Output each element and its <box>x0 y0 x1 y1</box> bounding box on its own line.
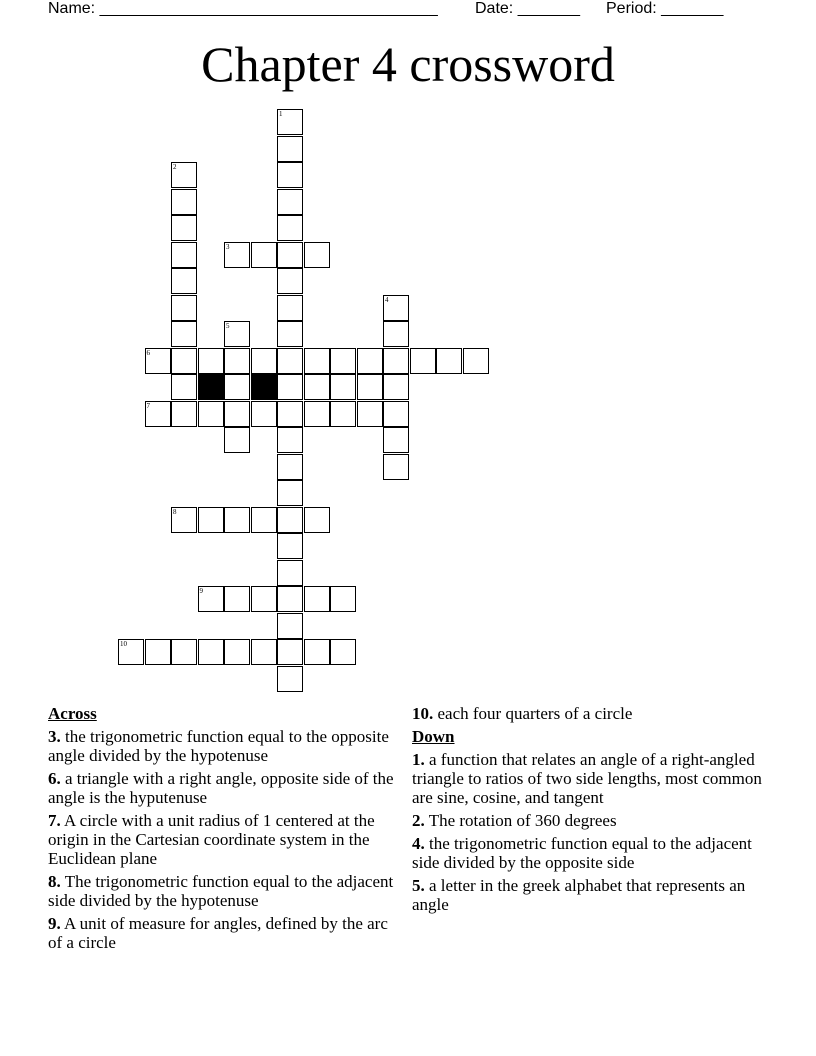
clue-number-label: 3 <box>226 242 230 251</box>
crossword-cell[interactable] <box>357 401 383 427</box>
crossword-cell[interactable] <box>171 321 197 347</box>
crossword-cell[interactable] <box>304 348 330 374</box>
crossword-cell[interactable] <box>330 401 356 427</box>
clue-number-label: 4 <box>385 295 389 304</box>
crossword-cell[interactable] <box>251 242 277 268</box>
clue-number-label: 8 <box>173 507 177 516</box>
crossword-cell[interactable] <box>171 242 197 268</box>
down-heading: Down <box>412 727 455 746</box>
crossword-cell[interactable] <box>277 480 303 506</box>
crossword-cell[interactable] <box>330 348 356 374</box>
crossword-cell[interactable] <box>410 348 436 374</box>
crossword-cell[interactable] <box>171 295 197 321</box>
crossword-cell[interactable] <box>171 374 197 400</box>
crossword-cell[interactable] <box>304 401 330 427</box>
crossword-cell[interactable] <box>224 374 250 400</box>
crossword-cell[interactable] <box>171 401 197 427</box>
crossword-cell <box>251 374 277 400</box>
across-clue-6: 6. a triangle with a right angle, opposite side of the angle is the hyputenuse <box>48 769 394 807</box>
crossword-cell[interactable] <box>277 454 303 480</box>
across-clue-10: 10. each four quarters of a circle <box>412 704 633 723</box>
down-clues-column <box>412 704 762 918</box>
crossword-cell[interactable] <box>277 321 303 347</box>
crossword-cell[interactable] <box>277 560 303 586</box>
crossword-cell[interactable] <box>277 613 303 639</box>
crossword-cell[interactable] <box>383 427 409 453</box>
crossword-cell[interactable] <box>145 639 171 665</box>
crossword-cell[interactable] <box>224 401 250 427</box>
crossword-cell[interactable] <box>198 401 224 427</box>
crossword-cell[interactable] <box>224 507 250 533</box>
crossword-cell[interactable] <box>463 348 489 374</box>
clue-number-label: 1 <box>279 110 283 118</box>
crossword-cell[interactable] <box>224 639 250 665</box>
across-clue-7: 7. A circle with a unit radius of 1 centered at the origin in the Cartesian coordinate system in the Euclidean plane <box>48 811 375 868</box>
crossword-cell[interactable] <box>224 586 250 612</box>
crossword-cell[interactable] <box>304 586 330 612</box>
crossword-cell[interactable] <box>330 374 356 400</box>
crossword-cell[interactable] <box>224 348 250 374</box>
crossword-cell[interactable] <box>383 348 409 374</box>
crossword-cell[interactable] <box>171 189 197 215</box>
page-title: Chapter 4 crossword <box>201 36 615 92</box>
crossword-cell[interactable] <box>277 586 303 612</box>
clue-number-label: 9 <box>199 587 203 595</box>
crossword-cell[interactable] <box>383 401 409 427</box>
down-clue-1: 1. a function that relates an angle of a right-angled triangle to ratios of two side lengths, most common are sine, cosine, and tangent <box>412 750 762 807</box>
crossword-cell[interactable] <box>277 348 303 374</box>
crossword-cell[interactable] <box>277 401 303 427</box>
crossword-cell[interactable] <box>251 507 277 533</box>
crossword-cell[interactable] <box>171 268 197 294</box>
crossword-cell[interactable] <box>277 666 303 692</box>
crossword-cell[interactable] <box>198 507 224 533</box>
crossword-cell[interactable] <box>198 348 224 374</box>
crossword-cell[interactable] <box>277 215 303 241</box>
crossword-cell[interactable] <box>277 295 303 321</box>
crossword-cell[interactable] <box>383 321 409 347</box>
crossword-cell[interactable] <box>357 374 383 400</box>
across-clue-8: 8. The trigonometric function equal to the adjacent side divided by the hypotenuse <box>48 872 394 910</box>
across-clue-3: 3. the trigonometric function equal to the opposite angle divided by the hypotenuse <box>48 727 389 765</box>
clue-number-label: 2 <box>173 163 177 171</box>
crossword-cell[interactable] <box>277 533 303 559</box>
crossword-cell[interactable] <box>277 374 303 400</box>
crossword-cell[interactable] <box>251 586 277 612</box>
crossword-cell[interactable] <box>277 268 303 294</box>
crossword-cell[interactable] <box>304 639 330 665</box>
crossword-cell[interactable] <box>277 639 303 665</box>
crossword-cell[interactable] <box>171 348 197 374</box>
clue-number-label: 10 <box>120 640 127 648</box>
crossword-cell[interactable] <box>171 215 197 241</box>
down-clue-2: 2. The rotation of 360 degrees <box>412 811 617 830</box>
crossword-cell[interactable] <box>277 136 303 162</box>
crossword-cell[interactable] <box>436 348 462 374</box>
crossword-cell[interactable] <box>304 242 330 268</box>
crossword-cell[interactable] <box>251 639 277 665</box>
crossword-cell[interactable] <box>251 348 277 374</box>
crossword-cell[interactable] <box>277 162 303 188</box>
crossword-cell[interactable] <box>357 348 383 374</box>
across-clue-9: 9. A unit of measure for angles, defined by the arc of a circle <box>48 914 388 952</box>
crossword-cell[interactable] <box>304 507 330 533</box>
clue-number-label: 7 <box>146 401 150 410</box>
date-field[interactable]: Date: _______ <box>475 0 580 17</box>
across-heading: Across <box>48 704 97 723</box>
crossword-cell[interactable] <box>330 586 356 612</box>
crossword-cell[interactable] <box>171 639 197 665</box>
clue-number-label: 6 <box>146 348 150 357</box>
crossword-cell <box>198 374 224 400</box>
across-clues-column <box>48 704 398 956</box>
clue-number-label: 5 <box>226 322 230 330</box>
crossword-cell[interactable] <box>251 401 277 427</box>
down-clue-5: 5. a letter in the greek alphabet that represents an angle <box>412 876 746 914</box>
crossword-cell[interactable] <box>198 639 224 665</box>
name-field[interactable]: Name: ______________________________________ <box>48 0 438 17</box>
crossword-cell[interactable] <box>277 242 303 268</box>
crossword-cell[interactable] <box>277 427 303 453</box>
crossword-cell[interactable] <box>330 639 356 665</box>
down-clue-4: 4. the trigonometric function equal to the adjacent side divided by the opposite side <box>412 834 752 872</box>
period-field[interactable]: Period: _______ <box>606 0 724 17</box>
crossword-cell[interactable] <box>383 374 409 400</box>
crossword-cell[interactable] <box>304 374 330 400</box>
crossword-cell[interactable] <box>224 427 250 453</box>
crossword-cell[interactable] <box>277 189 303 215</box>
crossword-cell[interactable] <box>383 454 409 480</box>
crossword-cell[interactable] <box>277 507 303 533</box>
